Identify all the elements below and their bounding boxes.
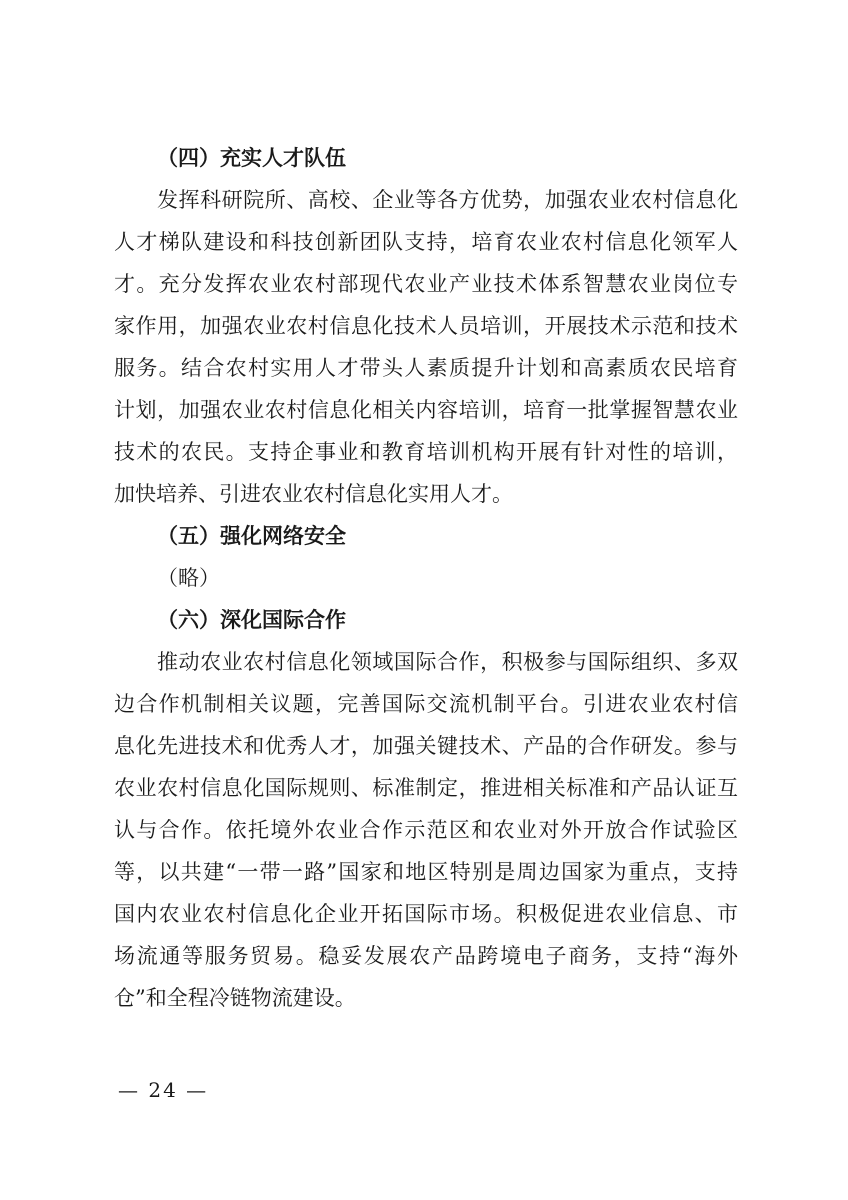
paragraph-line: 农业农村信息化国际规则、标准制定，推进相关标准和产品认证互 bbox=[114, 776, 738, 800]
paragraph-line: 发挥科研院所、高校、企业等各方优势，加强农业农村信息化 bbox=[157, 188, 738, 212]
paragraph-line: 人才梯队建设和科技创新团队支持，培育农业农村信息化领军人 bbox=[114, 230, 738, 254]
omitted-note: （略） bbox=[157, 566, 220, 590]
paragraph-line: 计划，加强农业农村信息化相关内容培训，培育一批掌握智慧农业 bbox=[114, 398, 738, 422]
section-heading-international-cooperation: （六）深化国际合作 bbox=[157, 607, 346, 632]
paragraph-line: 技术的农民。支持企事业和教育培训机构开展有针对性的培训， bbox=[114, 440, 738, 464]
paragraph-line: 等，以共建“一带一路”国家和地区特别是周边国家为重点，支持 bbox=[114, 860, 738, 884]
paragraph-line: 服务。结合农村实用人才带头人素质提升计划和高素质农民培育 bbox=[114, 356, 738, 380]
paragraph-line: 仓”和全程冷链物流建设。 bbox=[114, 986, 356, 1010]
paragraph-line: 认与合作。依托境外农业合作示范区和农业对外开放合作试验区 bbox=[114, 818, 738, 842]
paragraph-line: 家作用，加强农业农村信息化技术人员培训，开展技术示范和技术 bbox=[114, 314, 738, 338]
paragraph-line: 推动农业农村信息化领域国际合作，积极参与国际组织、多双 bbox=[157, 650, 738, 674]
paragraph-line: 加快培养、引进农业农村信息化实用人才。 bbox=[114, 482, 513, 506]
paragraph-line: 边合作机制相关议题，完善国际交流机制平台。引进农业农村信 bbox=[114, 692, 738, 716]
document-body bbox=[114, 137, 738, 1019]
paragraph-line: 场流通等服务贸易。稳妥发展农产品跨境电子商务，支持“海外 bbox=[114, 944, 738, 968]
paragraph-line: 才。充分发挥农业农村部现代农业产业技术体系智慧农业岗位专 bbox=[114, 272, 738, 296]
page-number: — 24 — bbox=[118, 1078, 209, 1102]
paragraph-line: 国内农业农村信息化企业开拓国际市场。积极促进农业信息、市 bbox=[114, 902, 738, 926]
section-heading-network-security: （五）强化网络安全 bbox=[157, 523, 346, 548]
paragraph-line: 息化先进技术和优秀人才，加强关键技术、产品的合作研发。参与 bbox=[114, 734, 738, 758]
section-heading-talent: （四）充实人才队伍 bbox=[157, 145, 346, 170]
